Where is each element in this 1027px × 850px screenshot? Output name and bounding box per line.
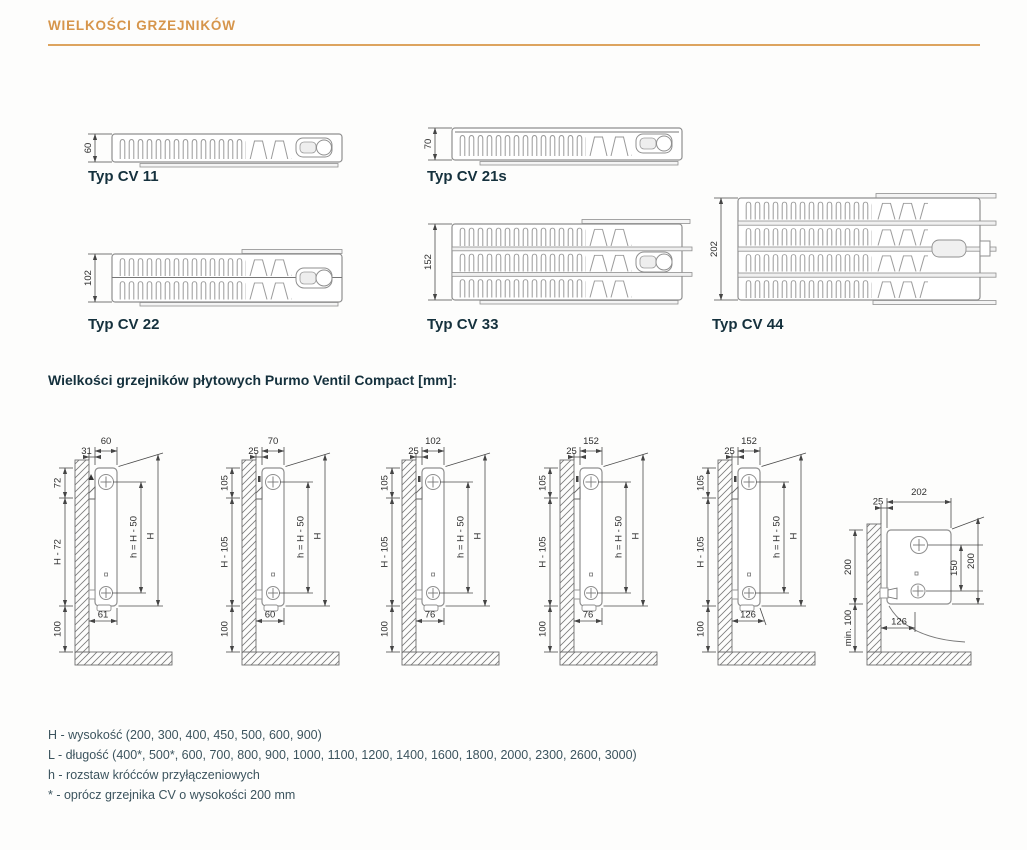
valve-assembly <box>932 240 990 257</box>
coarse-fin-pattern <box>876 253 928 272</box>
top-port <box>426 475 441 490</box>
dimension-label: 25 <box>872 496 884 508</box>
wall <box>402 460 416 652</box>
dimension-label: 70 <box>267 436 279 447</box>
side-view-diagram-cv44 <box>688 424 858 672</box>
dimension-label: 60 <box>100 436 112 447</box>
depth-dimension <box>709 198 738 300</box>
wall-bracket <box>574 476 580 499</box>
floor <box>75 652 172 665</box>
fin-pattern <box>458 133 586 156</box>
top-port <box>266 475 281 490</box>
cross-section-diagram-cv22 <box>82 246 357 316</box>
fin-pattern <box>118 257 246 277</box>
dimension-label: 72 <box>52 477 64 489</box>
dimension-label: 100 <box>52 621 64 637</box>
wall <box>718 460 732 652</box>
legend <box>48 728 637 808</box>
coarse-fin-pattern <box>876 227 928 246</box>
dimension-label: 105 <box>379 475 391 491</box>
dimension-label: 76 <box>582 609 594 621</box>
dimension-label: 25 <box>566 446 577 457</box>
wall-bracket <box>732 476 738 499</box>
dimension-label: h = H - 50 <box>128 516 140 558</box>
dimension-label: 152 <box>423 254 434 270</box>
valve-assembly <box>636 134 672 153</box>
dimension-label: H - 105 <box>695 536 707 568</box>
radiator-type-label: Typ CV 11 <box>88 168 159 185</box>
legend-line-pipe-spacing: h - rozstaw króćców przyłączeniowych <box>48 768 260 782</box>
dimension-label: 200 <box>966 553 977 569</box>
dimension-label: 200 <box>843 559 854 575</box>
dimension-label: 76 <box>424 609 436 621</box>
side-view-diagram-cv11 <box>45 424 215 672</box>
coarse-fin-pattern <box>248 257 292 277</box>
bottom-plate <box>480 162 678 166</box>
coarse-fin-pattern <box>588 278 632 298</box>
dimension-label: H - 105 <box>219 536 231 568</box>
dimension-label: h = H - 50 <box>771 516 783 558</box>
dimension-label: 60 <box>264 609 276 621</box>
dimension-label: 105 <box>537 475 549 491</box>
section-title: Wielkości grzejników płytowych Purmo Ventil Compact [mm]: <box>48 372 458 388</box>
coarse-fin-pattern <box>248 137 292 159</box>
page-title: WIELKOŚCI GRZEJNIKÓW <box>48 18 236 33</box>
valve-assembly <box>296 138 332 157</box>
dimension-label: H - 72 <box>52 539 64 565</box>
dimension-label: h = H - 50 <box>613 516 625 558</box>
bottom-port <box>743 587 756 600</box>
bottom-valve <box>880 588 897 599</box>
floor <box>560 652 657 665</box>
depth-dimension <box>83 254 112 302</box>
top-port <box>742 475 757 490</box>
side-view-diagram-low <box>843 460 1027 696</box>
dimension-label: 126 <box>891 616 907 628</box>
bottom-plate <box>140 303 338 307</box>
dimension-label: h = H - 50 <box>295 516 307 558</box>
top-port <box>99 475 114 490</box>
dimension-label: 152 <box>741 436 757 447</box>
fin-pattern <box>118 280 246 300</box>
bottom-port <box>585 587 598 600</box>
fin-pattern <box>744 227 872 246</box>
dimension-label: 61 <box>97 609 109 621</box>
wall-bracket <box>89 474 96 499</box>
dimension-label: 102 <box>83 270 94 286</box>
bottom-port <box>911 584 925 598</box>
bottom-port <box>427 587 440 600</box>
dimension-label: H - 105 <box>537 536 549 568</box>
dimension-label: 31 <box>81 446 92 457</box>
dimension-label: 150 <box>949 560 960 576</box>
coarse-fin-pattern <box>876 279 928 299</box>
top-plate <box>242 250 342 254</box>
wall <box>242 460 256 652</box>
dimension-label: min. 100 <box>843 609 854 647</box>
floor <box>718 652 815 665</box>
pipe-bar <box>738 273 996 277</box>
dimension-label: H <box>788 532 800 540</box>
dimension-label: H - 105 <box>379 536 391 568</box>
floor <box>867 652 971 665</box>
dimension-label: 105 <box>695 475 707 491</box>
dimension-label: 202 <box>911 487 927 498</box>
valve-assembly <box>296 268 332 288</box>
wall <box>75 460 89 652</box>
fin-pattern <box>458 226 586 246</box>
cross-section-diagram-cv21s <box>422 120 697 174</box>
fin-pattern <box>744 279 872 299</box>
dimension-label: H <box>145 532 157 540</box>
dimension-label: H <box>472 532 484 540</box>
coarse-fin-pattern <box>876 200 928 220</box>
title-underline <box>48 44 980 46</box>
fin-pattern <box>118 137 246 159</box>
radiator-type-label: Typ CV 21s <box>427 168 507 185</box>
dimension-label: H <box>312 532 324 540</box>
cross-section-diagram-cv44 <box>708 190 1008 320</box>
dimension-label: 25 <box>248 446 259 457</box>
pipe-bar <box>452 247 692 251</box>
coarse-fin-pattern <box>248 280 292 300</box>
wall <box>560 460 574 652</box>
legend-line-height: H - wysokość (200, 300, 400, 450, 500, 600, 900) <box>48 728 322 742</box>
wall-bracket <box>256 476 262 499</box>
fin-pattern <box>458 278 586 298</box>
dimension-label: H <box>630 532 642 540</box>
dimension-label: h = H - 50 <box>455 516 467 558</box>
dimension-label: 126 <box>740 609 756 621</box>
floor <box>402 652 499 665</box>
cross-section-diagram-cv33 <box>422 216 697 316</box>
radiator-type-label: Typ CV 33 <box>427 316 499 333</box>
coarse-fin-pattern <box>588 133 632 156</box>
dimension-label: 100 <box>537 621 549 637</box>
pipe-bar <box>738 221 996 225</box>
radiator-type-label: Typ CV 22 <box>88 316 160 333</box>
dimension-label: 100 <box>379 621 391 637</box>
dimension-label: 25 <box>408 446 419 457</box>
legend-line-length: L - długość (400*, 500*, 600, 700, 800, 900, 1000, 1100, 1200, 1400, 1600, 1800, 2000, 2300, 2600, 3000) <box>48 748 637 762</box>
depth-dimension <box>83 134 112 162</box>
side-view-diagram-cv33 <box>530 424 700 672</box>
side-view-diagram-cv21s <box>212 424 382 672</box>
radiator-type-label: Typ CV 44 <box>712 316 784 333</box>
bottom-plate <box>873 301 996 305</box>
dimension-label: 105 <box>219 475 231 491</box>
dimension-label: 152 <box>583 436 599 447</box>
depth-dimension <box>423 224 452 300</box>
dimension-label: 100 <box>695 621 707 637</box>
side-view-diagram-cv22 <box>372 424 542 672</box>
bottom-port <box>267 587 280 600</box>
top-plate <box>876 194 996 199</box>
fin-pattern <box>744 253 872 272</box>
coarse-fin-pattern <box>588 226 632 246</box>
dimension-label: 100 <box>219 621 231 637</box>
top-port <box>911 537 928 554</box>
pipe-bar <box>452 273 692 277</box>
fin-pattern <box>458 252 586 272</box>
dimension-label: 25 <box>724 446 735 457</box>
dimension-label: 70 <box>423 138 434 150</box>
bottom-port <box>100 587 113 600</box>
dimension-label: 202 <box>709 241 720 257</box>
fin-pattern <box>744 200 872 220</box>
wall-bracket <box>416 476 422 499</box>
coarse-fin-pattern <box>588 252 632 272</box>
bottom-plate <box>140 164 338 168</box>
dimension-label: 102 <box>425 436 441 447</box>
top-plate <box>582 220 690 224</box>
legend-line-footnote: * - oprócz grzejnika CV o wysokości 200 mm <box>48 788 296 802</box>
top-port <box>584 475 599 490</box>
bottom-plate <box>480 301 678 305</box>
valve-assembly <box>636 252 672 272</box>
floor <box>242 652 339 665</box>
dimension-label: 60 <box>83 142 94 154</box>
wall <box>867 524 881 652</box>
depth-dimension <box>423 128 452 160</box>
